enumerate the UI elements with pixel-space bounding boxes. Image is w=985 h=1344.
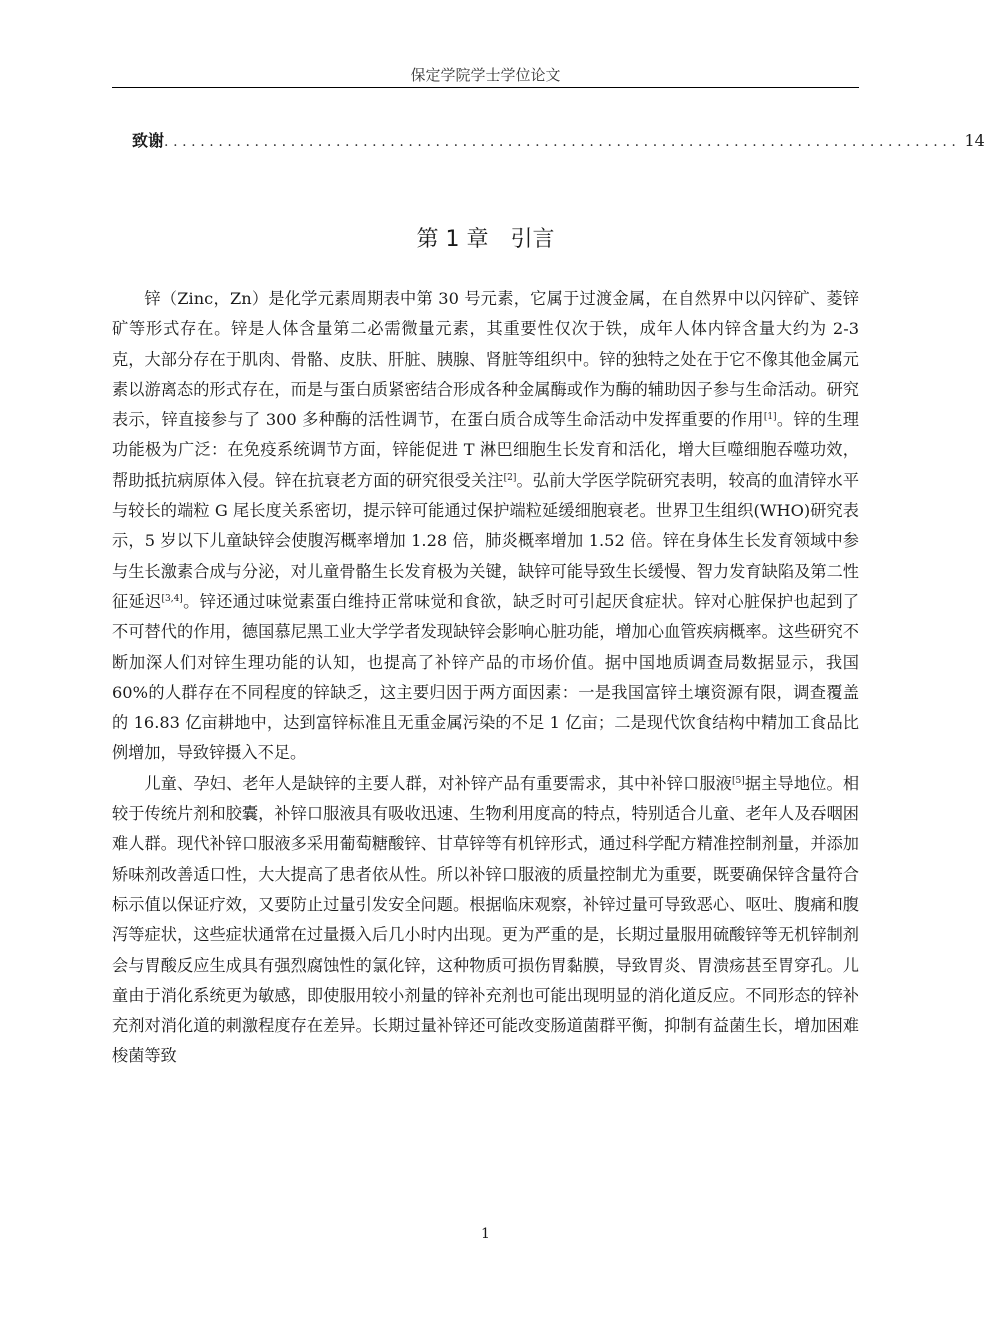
paragraph-text: 锌（Zinc，Zn）是化学元素周期表中第 30 号元素，它属于过渡金属，在自然界中以闪锌矿、菱锌矿等形式存在。锌是人体含量第二必需微量元素，其重要性仅次于铁，成年人体内锌含量大约为 2-3 克，大部分存在于肌肉、骨骼、皮肤、肝脏、胰腺、肾脏等组织中。锌的独特之处在于它不像其他金属元素以游离态的形式存在，而是与蛋白质紧密结合形成各种金属酶或作为酶的辅助因子参与生命活动。研究表示，锌直接参与了 300 多种酶的活性调节，在蛋白质合成等生命活动中发挥重要的作用 [112, 289, 859, 430]
paragraph-text: 。弘前大学医学院研究表明，较高的血清锌水平与较长的端粒 G 尾长度关系密切，提示锌可能通过保护端粒延缓细胞衰老。世界卫生组织(WHO)研究表示，5 岁以下儿童缺锌会使腹泻概率增加 1.28 倍，肺炎概率增加 1.52 倍。锌在身体生长发育领域中参与生长激素合成与分泌，对儿童骨骼生长发育极为关键，缺锌可能导致生长缓慢、智力发育缺陷及第二性征延迟 [112, 470, 860, 611]
toc-entry-acknowledgements[interactable] [132, 128, 985, 154]
citation-ref[interactable]: [2] [503, 472, 517, 483]
chapter-number: 第 1 章 [416, 227, 489, 252]
body-text [112, 284, 859, 1072]
toc-leader-dots: ........................................................................................ [164, 134, 961, 150]
paragraph [112, 769, 859, 1072]
paragraph [112, 284, 859, 769]
paragraph-text: 。锌还通过味觉素蛋白维持正常味觉和食欲，缺乏时可引起厌食症状。锌对心脏保护也起到了不可替代的作用，德国慕尼黑工业大学学者发现缺锌会影响心脏功能，增加心血管疾病概率。这些研究不断加深人们对锌生理功能的认知，也提高了补锌产品的市场价值。据中国地质调查局数据显示，我国 60%的人群存在不同程度的锌缺乏，这主要归因于两方面因素：一是我国富锌土壤资源有限，调查覆盖的 16.83 亿亩耕地中，达到富锌标准且无重金属污染的不足 1 亿亩；二是现代饮食结构中精加工食品比例增加，导致锌摄入不足。 [112, 591, 860, 763]
toc-page-number: 14 [964, 131, 985, 150]
citation-ref[interactable]: [3,4] [161, 593, 183, 604]
chapter-title: 引言 [510, 227, 555, 252]
paragraph-text: 。锌的生理功能极为广泛：在免疫系统调节方面，锌能促进 T 淋巴细胞生长发育和活化，增大巨噬细胞吞噬功效，帮助抵抗病原体入侵。锌在抗衰老方面的研究很受关注 [112, 410, 859, 490]
citation-ref[interactable]: [5] [732, 775, 745, 786]
page-number: 1 [481, 1226, 490, 1242]
paragraph-text: 据主导地位。相较于传统片剂和胶囊，补锌口服液具有吸收迅速、生物利用度高的特点，特别适合儿童、老年人及吞咽困难人群。现代补锌口服液多采用葡萄糖酸锌、甘草锌等有机锌形式，通过科学配方精准控制剂量，并添加矫味剂改善适口性，大大提高了患者依从性。所以补锌口服液的质量控制尤为重要，既要确保锌含量符合标示值以保证疗效，又要防止过量引发安全问题。根据临床观察，补锌过量可导致恶心、呕吐、腹痛和腹泻等症状，这些症状通常在过量摄入后几小时内出现。更为严重的是，长期过量服用硫酸锌等无机锌制剂会与胃酸反应生成具有强烈腐蚀性的氯化锌，这种物质可损伤胃黏膜，导致胃炎、胃溃疡甚至胃穿孔。儿童由于消化系统更为敏感，即使服用较小剂量的锌补充剂也可能出现明显的消化道反应。不同形态的锌补充剂对消化道的刺激程度存在差异。长期过量补锌还可能改变肠道菌群平衡，抑制有益菌生长，增加困难梭菌等致 [112, 773, 860, 1066]
paragraph-text: 儿童、孕妇、老年人是缺锌的主要人群，对补锌产品有重要需求，其中补锌口服液 [144, 773, 732, 793]
citation-ref[interactable]: [1] [763, 412, 777, 423]
toc-label: 致谢 [132, 131, 165, 150]
running-header: 保定学院学士学位论文 [410, 66, 561, 84]
header-rule [112, 87, 859, 88]
chapter-heading [112, 222, 859, 253]
